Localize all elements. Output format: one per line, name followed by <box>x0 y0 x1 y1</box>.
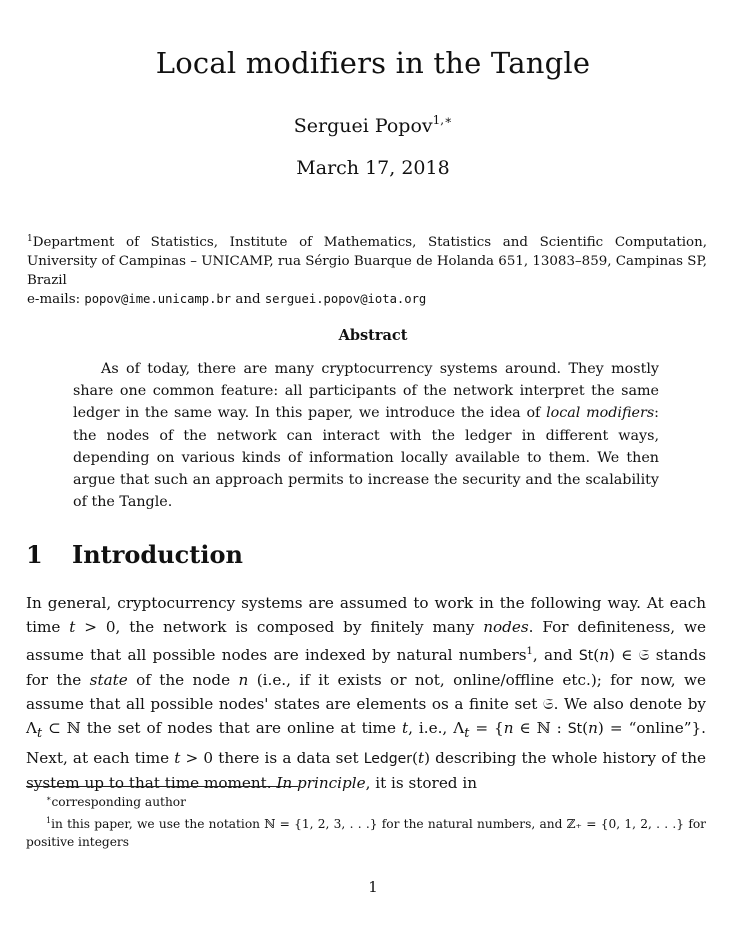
section-title: Introduction <box>72 540 243 569</box>
math-var: n <box>599 645 610 664</box>
math-var: n <box>588 719 598 738</box>
footnote-text: corresponding author <box>51 795 186 809</box>
author-marks: 1,∗ <box>432 113 453 127</box>
intro-text: ( <box>582 719 589 738</box>
intro-text: of the node <box>127 670 239 689</box>
abstract-part-2: : the nodes of the network can interact with the ledger in different ways, depending on various kinds of information locally available to them. We then argue that such an approach permits to increase the security and the scalability of the Tangle. <box>73 405 659 511</box>
intro-text: ( <box>593 645 600 664</box>
footnote-text: in this paper, we use the notation ℕ = {1, 2, 3, . . .} for the natural numbers, and ℤ₊ = {0, 1, 2, . . .} for positive integers <box>26 816 706 849</box>
intro-text: > 0, the network is composed by finitely many <box>75 618 484 637</box>
math-var: t <box>401 719 409 738</box>
intro-text: ⊂ ℕ the set of nodes that are online at time <box>42 719 402 738</box>
email-link-2[interactable]: serguei.popov@iota.org <box>264 292 427 306</box>
intro-paragraph <box>26 591 706 795</box>
intro-text: . For definiteness, we assume that all possible nodes are indexed by natural numbers <box>26 618 706 664</box>
math-var: t <box>69 618 76 637</box>
intro-text: (i.e., if it exists or not, online/offline etc.); for now, we assume that all possible nodes' states are elements os a finite set 𝔖. We also denote by Λ <box>26 670 706 738</box>
footnotes <box>26 790 706 852</box>
math-var: t <box>174 748 181 767</box>
math-sf: Ledger <box>363 750 413 767</box>
abstract-emph: local modifiers <box>546 405 655 422</box>
emails-label: e-mails: <box>27 292 81 307</box>
intro-text: ( <box>412 748 418 767</box>
intro-text: ∈ ℕ : <box>513 719 568 738</box>
math-var: n <box>503 719 514 738</box>
affiliation-mark: 1 <box>27 234 33 244</box>
abstract-body <box>73 358 659 513</box>
emails-and: and <box>235 292 261 307</box>
paper-date: March 17, 2018 <box>296 157 450 179</box>
footnote-2 <box>26 812 706 852</box>
intro-emph: state <box>89 670 128 689</box>
email-link-1[interactable]: popov@ime.unicamp.br <box>84 292 232 306</box>
intro-text: > 0 there is a data set <box>180 748 364 767</box>
author-line <box>0 113 746 137</box>
math-sf: St <box>567 721 583 738</box>
section-heading <box>26 540 243 569</box>
math-sub: t <box>36 725 43 741</box>
intro-emph: In principle <box>276 774 366 793</box>
math-var: n <box>238 670 249 689</box>
math-sf: St <box>578 647 594 664</box>
footnote-mark: 1 <box>46 815 52 825</box>
footnote-ref[interactable]: 1 <box>526 645 533 657</box>
intro-text: ) describing the whole history of the system up to that time moment. <box>26 748 706 793</box>
abstract-heading: Abstract <box>338 327 408 344</box>
intro-text: ) ∈ 𝔖 stands for the <box>26 645 707 689</box>
author-name: Serguei Popov <box>293 115 433 137</box>
section-number: 1 <box>26 540 43 569</box>
intro-text: , i.e., Λ <box>408 719 465 738</box>
footnote-1 <box>26 790 706 812</box>
paper-title: Local modifiers in the Tangle <box>155 46 591 80</box>
intro-emph: nodes <box>483 618 529 637</box>
intro-text: = { <box>469 719 504 738</box>
math-sub: t <box>464 725 470 741</box>
footnote-mark: ∗ <box>46 794 52 803</box>
abstract-part-1: As of today, there are many cryptocurrency systems around. They mostly share one common feature: all participants of the network interpret the same ledger in the same way. In this paper, we introduce the idea of <box>73 361 659 422</box>
footnote-rule <box>26 786 298 787</box>
intro-text: , it is stored in <box>365 774 477 793</box>
affiliation <box>27 230 707 309</box>
math-var: t <box>417 748 425 767</box>
affiliation-text: Department of Statistics, Institute of Mathematics, Statistics and Scientific Computation, University of Campinas – UNICAMP, rua Sérgio Buarque de Holanda 651, 13083–859, Campinas SP, Brazil <box>27 235 707 288</box>
intro-text: In general, cryptocurrency systems are assumed to work in the following way. At each time <box>26 594 706 637</box>
intro-text: , and <box>532 645 579 664</box>
page-number: 1 <box>368 878 378 896</box>
intro-text: ) = “online”}. Next, at each time <box>26 719 706 767</box>
